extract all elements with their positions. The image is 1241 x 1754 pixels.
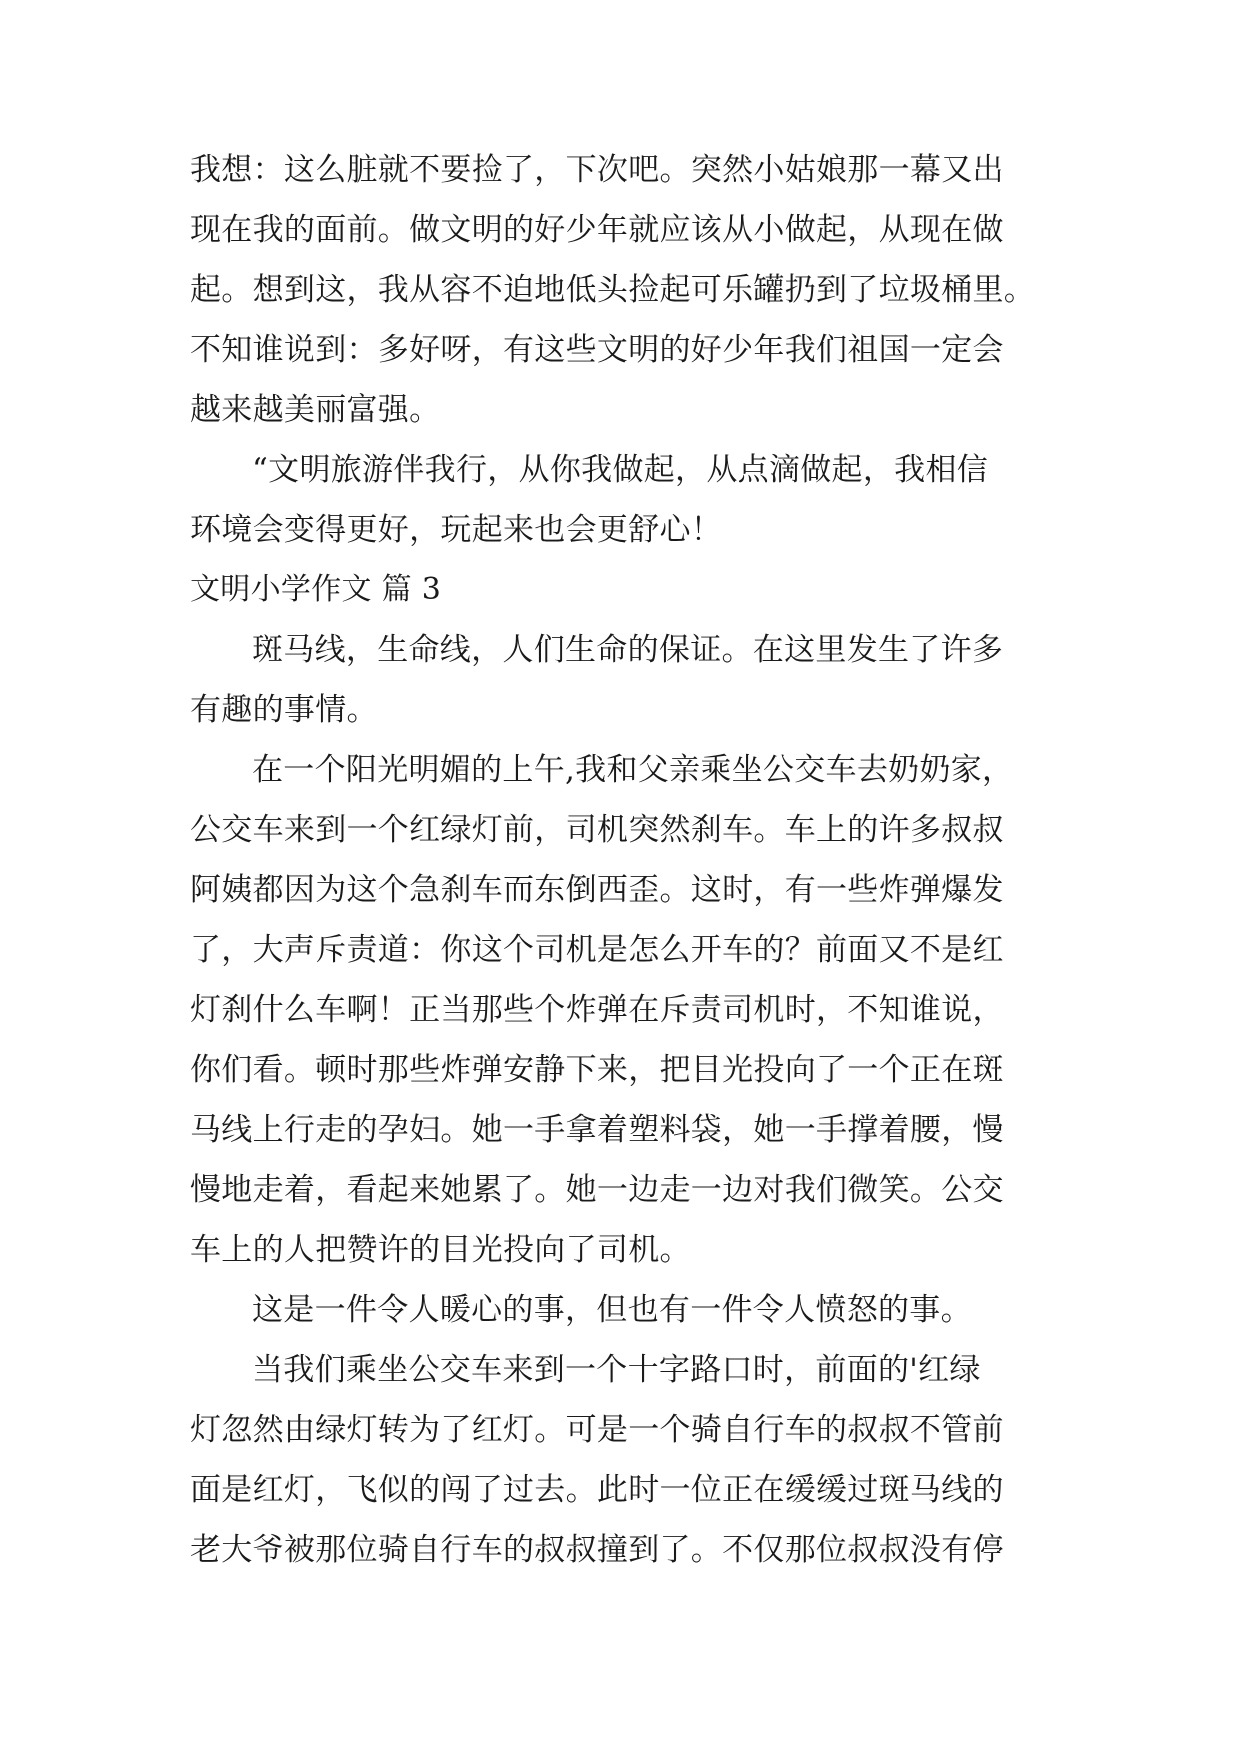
text-line: 我想：这么脏就不要捡了，下次吧。突然小姑娘那一幕又出 [190,152,1004,188]
text-line: 老大爷被那位骑自行车的叔叔撞到了。不仅那位叔叔没有停 [190,1532,1004,1568]
text-line: 不知谁说到：多好呀，有这些文明的好少年我们祖国一定会 [190,332,1004,368]
text-line: 你们看。顿时那些炸弹安静下来，把目光投向了一个正在斑 [190,1052,1004,1088]
text-line: 公交车来到一个红绿灯前，司机突然刹车。车上的许多叔叔 [190,812,1004,848]
text-line: 灯忽然由绿灯转为了红灯。可是一个骑自行车的叔叔不管前 [190,1412,1004,1448]
text-line: 车上的人把赞许的目光投向了司机。 [190,1232,691,1268]
paragraph-first-line: “文明旅游伴我行，从你我做起，从点滴做起，我相信 [252,452,989,488]
paragraph-first-line: 在一个阳光明媚的上午,我和父亲乘坐公交车去奶奶家， [252,752,1014,788]
text-line: 慢地走着，看起来她累了。她一边走一边对我们微笑。公交 [190,1172,1004,1208]
text-line: 面是红灯，飞似的闯了过去。此时一位正在缓缓过斑马线的 [190,1472,1004,1508]
text-line: 有趣的事情。 [190,692,378,728]
text-line: 现在我的面前。做文明的好少年就应该从小做起，从现在做 [190,212,1004,248]
text-line: 阿姨都因为这个急刹车而东倒西歪。这时，有一些炸弹爆发 [190,872,1004,908]
text-line: 环境会变得更好，玩起来也会更舒心！ [190,512,723,548]
text-line: 灯刹什么车啊！正当那些个炸弹在斥责司机时，不知谁说， [190,992,1004,1028]
text-line: 起。想到这，我从容不迫地低头捡起可乐罐扔到了垃圾桶里。 [190,272,1036,308]
paragraph-first-line: 斑马线，生命线，人们生命的保证。在这里发生了许多 [252,632,1004,668]
paragraph-first-line: 这是一件令人暖心的事，但也有一件令人愤怒的事。 [252,1292,972,1328]
section-heading: 文明小学作文 篇 3 [190,572,442,607]
paragraph-first-line: 当我们乘坐公交车来到一个十字路口时，前面的'红绿 [252,1352,981,1388]
text-line: 马线上行走的孕妇。她一手拿着塑料袋，她一手撑着腰，慢 [190,1112,1004,1148]
text-line: 越来越美丽富强。 [190,392,441,428]
text-line: 了，大声斥责道：你这个司机是怎么开车的？前面又不是红 [190,932,1004,968]
